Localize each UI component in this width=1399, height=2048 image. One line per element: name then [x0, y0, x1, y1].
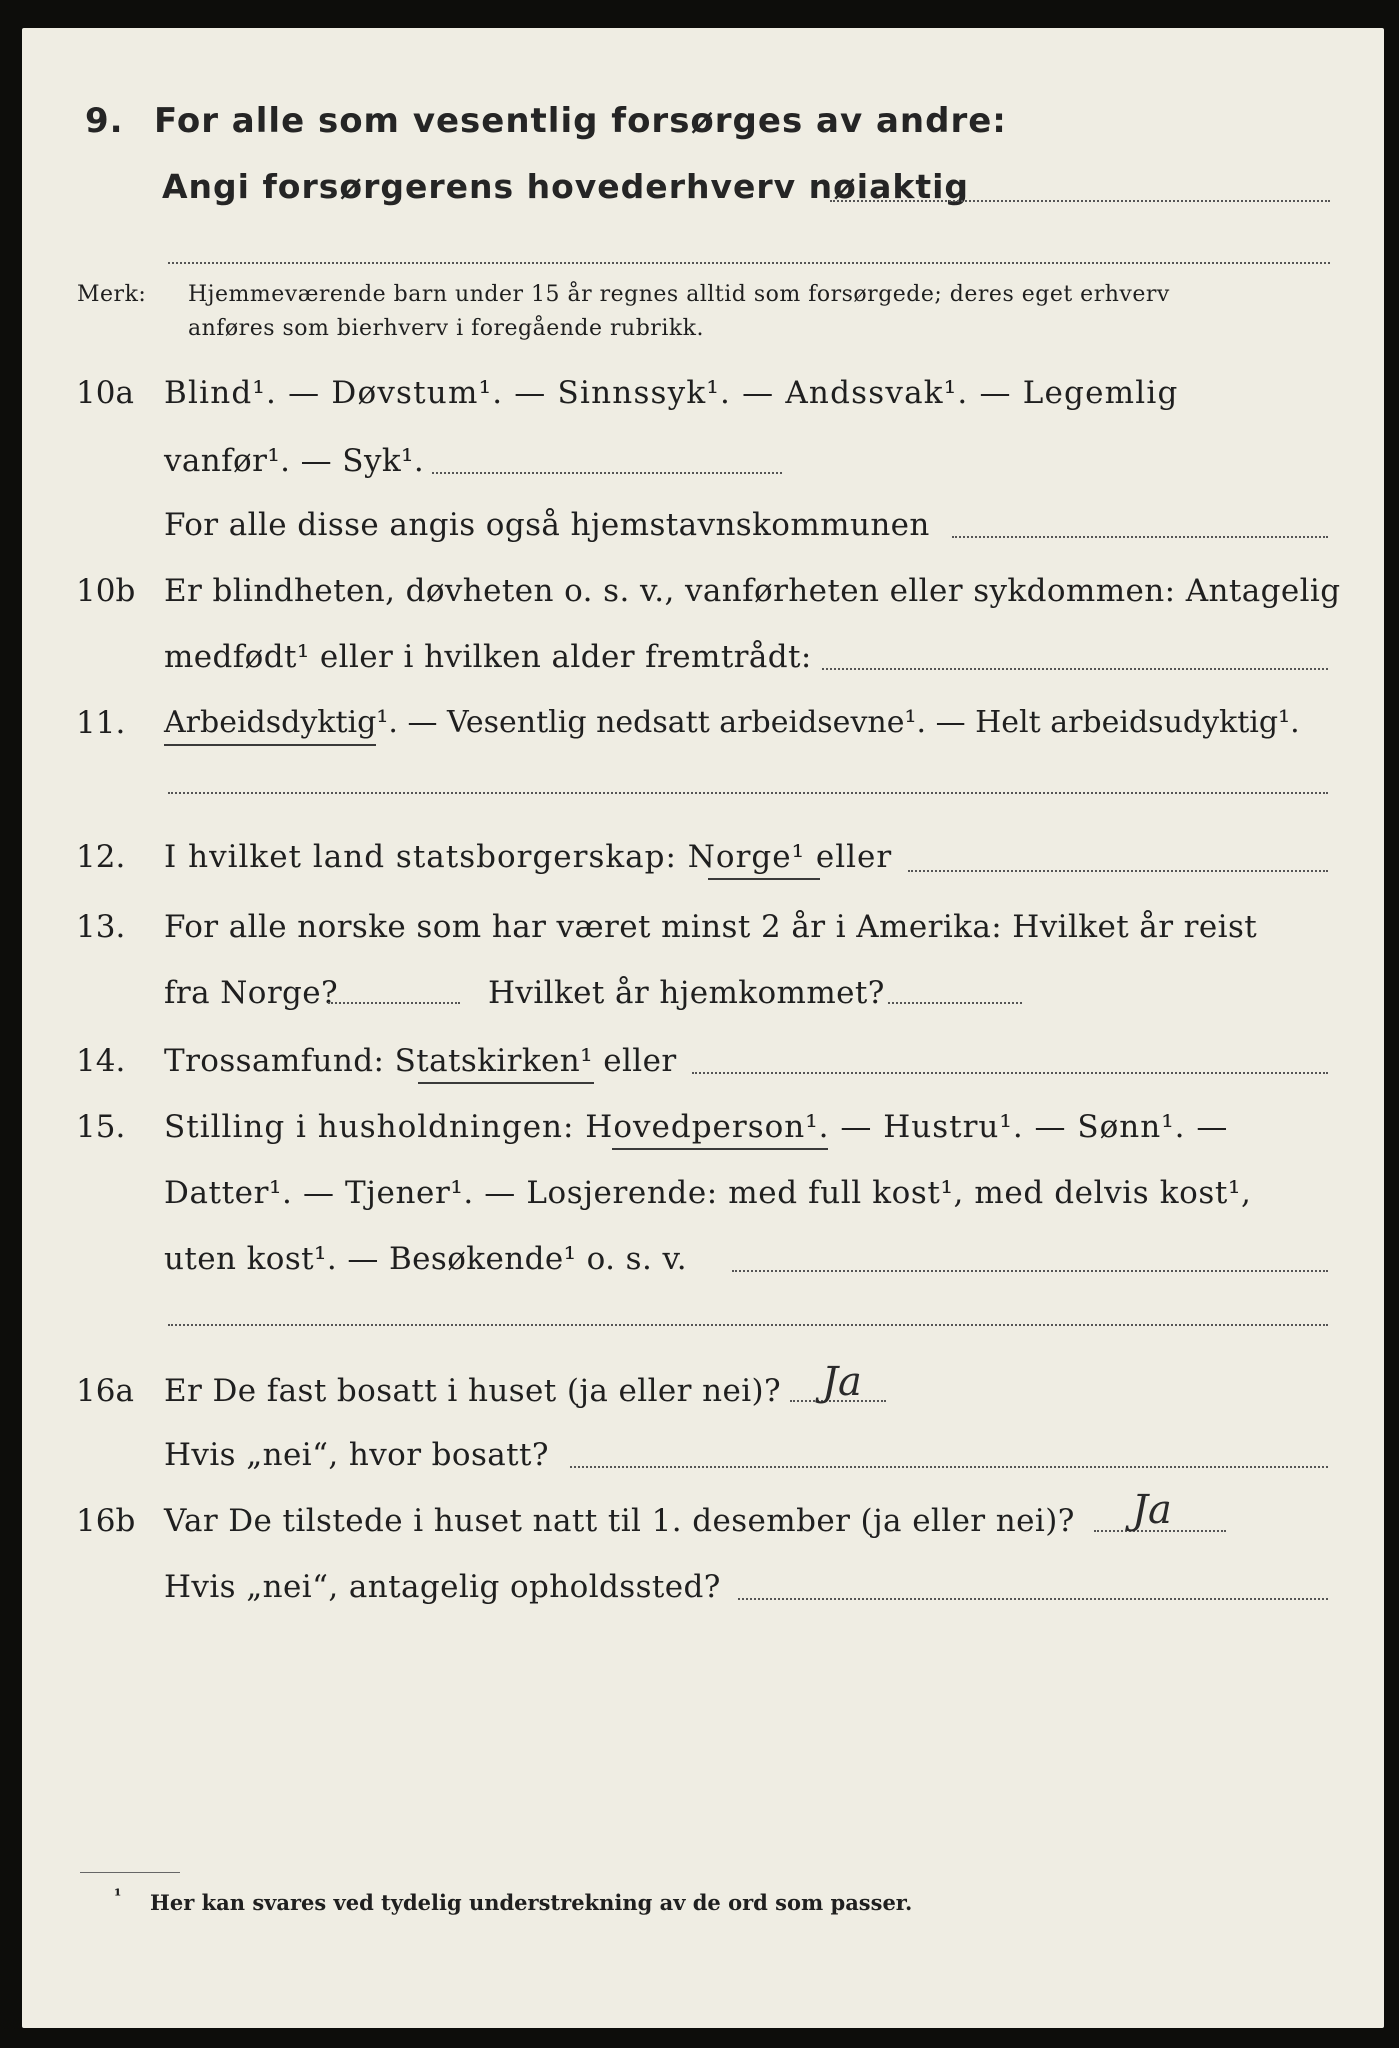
q10a-line-1: Blind¹. — Døvstum¹. — Sinnssyk¹. — Andssvak¹. — Legemlig: [164, 375, 1179, 411]
merk-text-1: Hjemmeværende barn under 15 år regnes alltid som forsørgede; deres eget erhverv: [188, 282, 1170, 307]
q14-answer-line[interactable]: [692, 1072, 1328, 1074]
q12-line-1: I hvilket land statsborgerskap: Norge¹ eller: [164, 839, 893, 875]
q16a-line-2: Hvis „nei“, hvor bosatt?: [164, 1437, 549, 1473]
q12-number: 12.: [76, 839, 126, 875]
q16a-line-1: Er De fast bosatt i huset (ja eller nei)?: [164, 1373, 782, 1409]
q13-line-2b: Hvilket år hjemkommet?: [488, 975, 885, 1011]
footnote-text: Her kan svares ved tydelig understrekning av de ord som passer.: [150, 1890, 913, 1915]
q9-subtitle: Angi forsørgerens hovederhverv nøiaktig: [162, 167, 970, 206]
q16b-handwritten-answer: Ja: [1132, 1487, 1172, 1533]
q16a-handwritten-answer: Ja: [822, 1359, 862, 1405]
footnote-rule: [80, 1872, 180, 1873]
q10b-line-1: Er blindheten, døvheten o. s. v., vanførheten eller sykdommen: Antagelig: [164, 573, 1341, 609]
q12-answer-line[interactable]: [908, 870, 1328, 872]
q16a-residence-line[interactable]: [570, 1466, 1328, 1468]
q10a-answer-line[interactable]: [432, 472, 782, 474]
q15-number: 15.: [76, 1109, 126, 1145]
census-form-page: [22, 28, 1384, 2028]
merk-label: Merk:: [77, 282, 147, 307]
q11-answer-line[interactable]: [168, 792, 1328, 794]
q11-line-1: Arbeidsdyktig¹. — Vesentlig nedsatt arbeidsevne¹. — Helt arbeidsudyktig¹.: [164, 705, 1300, 740]
q11-underline-arbeidsdyktig: [164, 744, 376, 746]
footnote-mark: ¹: [114, 1886, 122, 1906]
q15-line-1: Stilling i husholdningen: Hovedperson¹. — Hustru¹. — Sønn¹. —: [164, 1109, 1229, 1145]
q13-departure-year-line[interactable]: [328, 1002, 460, 1004]
q10b-line-2: medfødt¹ eller i hvilken alder fremtrådt:: [164, 639, 812, 675]
q10b-number: 10b: [76, 573, 136, 609]
q14-number: 14.: [76, 1043, 126, 1079]
q14-underline-statskirken: [418, 1082, 594, 1084]
q9-number: 9.: [85, 101, 124, 141]
q16b-number: 16b: [76, 1503, 136, 1539]
q10a-line-2: vanfør¹. — Syk¹.: [164, 443, 425, 479]
q15-line-3: uten kost¹. — Besøkende¹ o. s. v.: [164, 1241, 687, 1277]
q9-title: For alle som vesentlig forsørges av andre:: [154, 101, 1007, 141]
q16b-line-1: Var De tilstede i huset natt til 1. desember (ja eller nei)?: [164, 1503, 1075, 1539]
q13-number: 13.: [76, 909, 126, 945]
q15-line-2: Datter¹. — Tjener¹. — Losjerende: med full kost¹, med delvis kost¹,: [164, 1175, 1252, 1211]
q16b-line-2: Hvis „nei“, antagelig opholdssted?: [164, 1569, 721, 1605]
q16a-number: 16a: [76, 1373, 134, 1409]
q12-underline-norge: [708, 878, 820, 880]
q9-answer-line-2[interactable]: [168, 262, 1330, 264]
q9-answer-line[interactable]: [830, 200, 1330, 202]
q16b-location-line[interactable]: [738, 1598, 1328, 1600]
merk-text-2: anføres som bierhverv i foregående rubrikk.: [188, 316, 705, 341]
q13-line-1: For alle norske som har været minst 2 år i Amerika: Hvilket år reist: [164, 909, 1258, 945]
q13-return-year-line[interactable]: [888, 1002, 1022, 1004]
q15-answer-line-2[interactable]: [168, 1324, 1328, 1326]
q13-line-2a: fra Norge?: [164, 975, 339, 1011]
q14-line-1: Trossamfund: Statskirken¹ eller: [164, 1043, 677, 1079]
q10a-municipality-line[interactable]: [952, 536, 1328, 538]
q15-underline-hovedperson: [612, 1148, 828, 1150]
q10b-answer-line[interactable]: [822, 668, 1328, 670]
q10a-line-3: For alle disse angis også hjemstavnskommunen: [164, 507, 930, 543]
q15-answer-line[interactable]: [732, 1270, 1328, 1272]
q11-number: 11.: [76, 705, 126, 741]
q10a-number: 10a: [76, 375, 134, 411]
